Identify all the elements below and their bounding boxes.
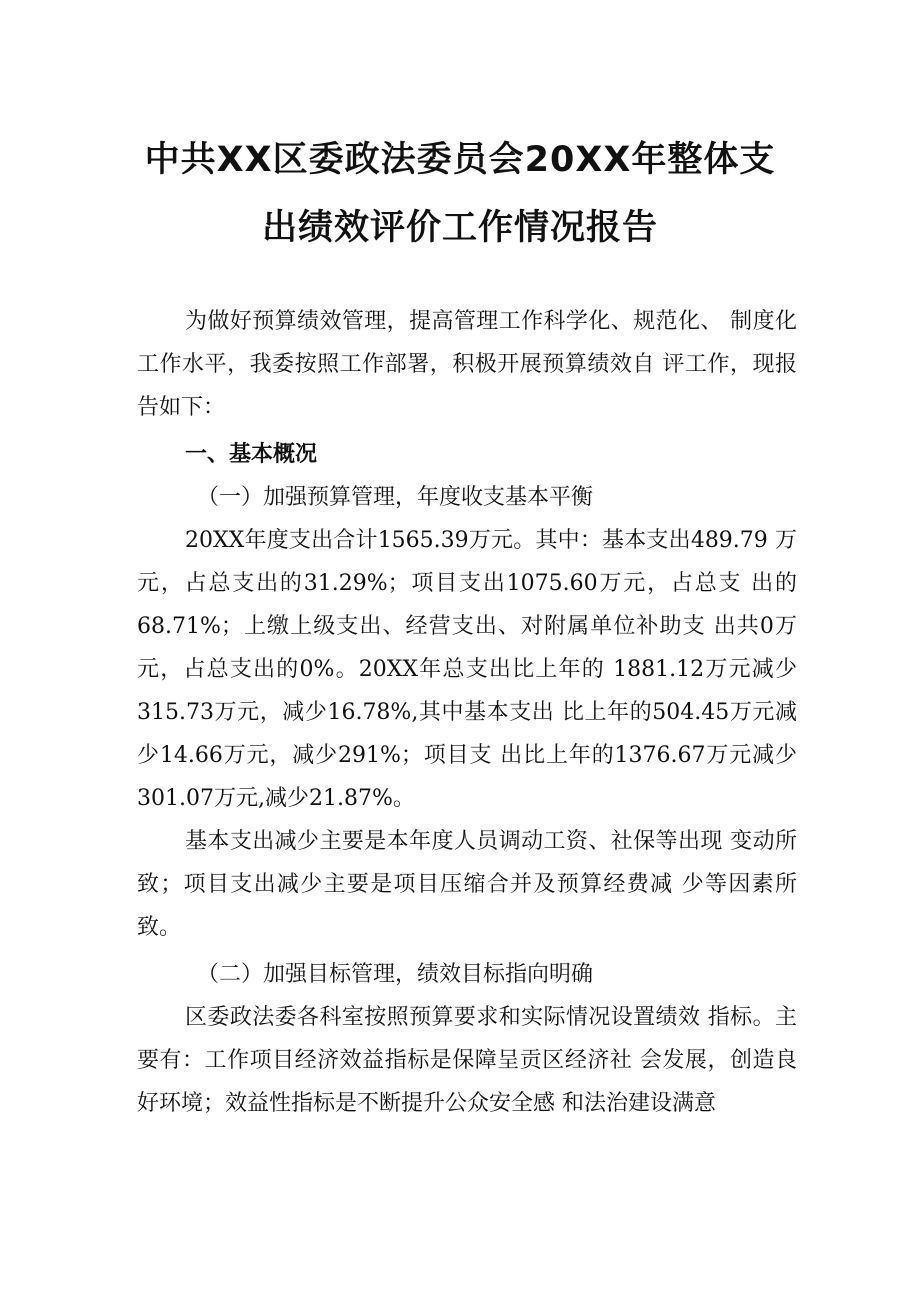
expenditure-reason-paragraph: 基本支出减少主要是本年度人员调动工资、社保等出现 变动所致；项目支出减少主要是项目压缩合并及预算经费减 少等因素所致。 [137,829,797,940]
intro-paragraph: 为做好预算绩效管理，提高管理工作科学化、规范化、 制度化工作水平，我委按照工作部署，积极开展预算绩效自 评工作，现报告如下： [137,309,797,420]
document-title-line-1: 中共XX区委政法委员会20XX年整体支 [144,140,776,180]
document-title-line-2: 出绩效评价工作情况报告 [261,208,658,248]
section-heading-basic-overview: 一、基本概况 [185,442,318,467]
subsection-heading-target-management: （二）加强目标管理，绩效目标指向明确 [197,962,594,987]
subsection-heading-budget-management: （一）加强预算管理，年度收支基本平衡 [197,485,594,510]
document-body [137,300,797,1125]
performance-target-paragraph: 区委政法委各科室按照预算要求和实际情况设置绩效 指标。主要有：工作项目经济效益指标是保障呈贡区经济社 会发展，创造良好环境；效益性指标是不断提升公众安全感 和法治建设满意 [137,1005,797,1116]
budget-figures-paragraph: 20XX年度支出合计1565.39万元。其中：基本支出489.79 万元，占总支出的31.29%；项目支出1075.60万元，占总支 出的68.71%；上缴上级支出、经营支出、对附属单位补助支 出共0万元，占总支出的0%。20XX年总支出比上年的 1881.12万元减少315.73万元，减少16.78%,其中基本支出 比上年的504.45万元减少14.66万元，减少291%；项目支 出比上年的1376.67万元减少301.07万元,减少21.87%。 [137,528,797,811]
